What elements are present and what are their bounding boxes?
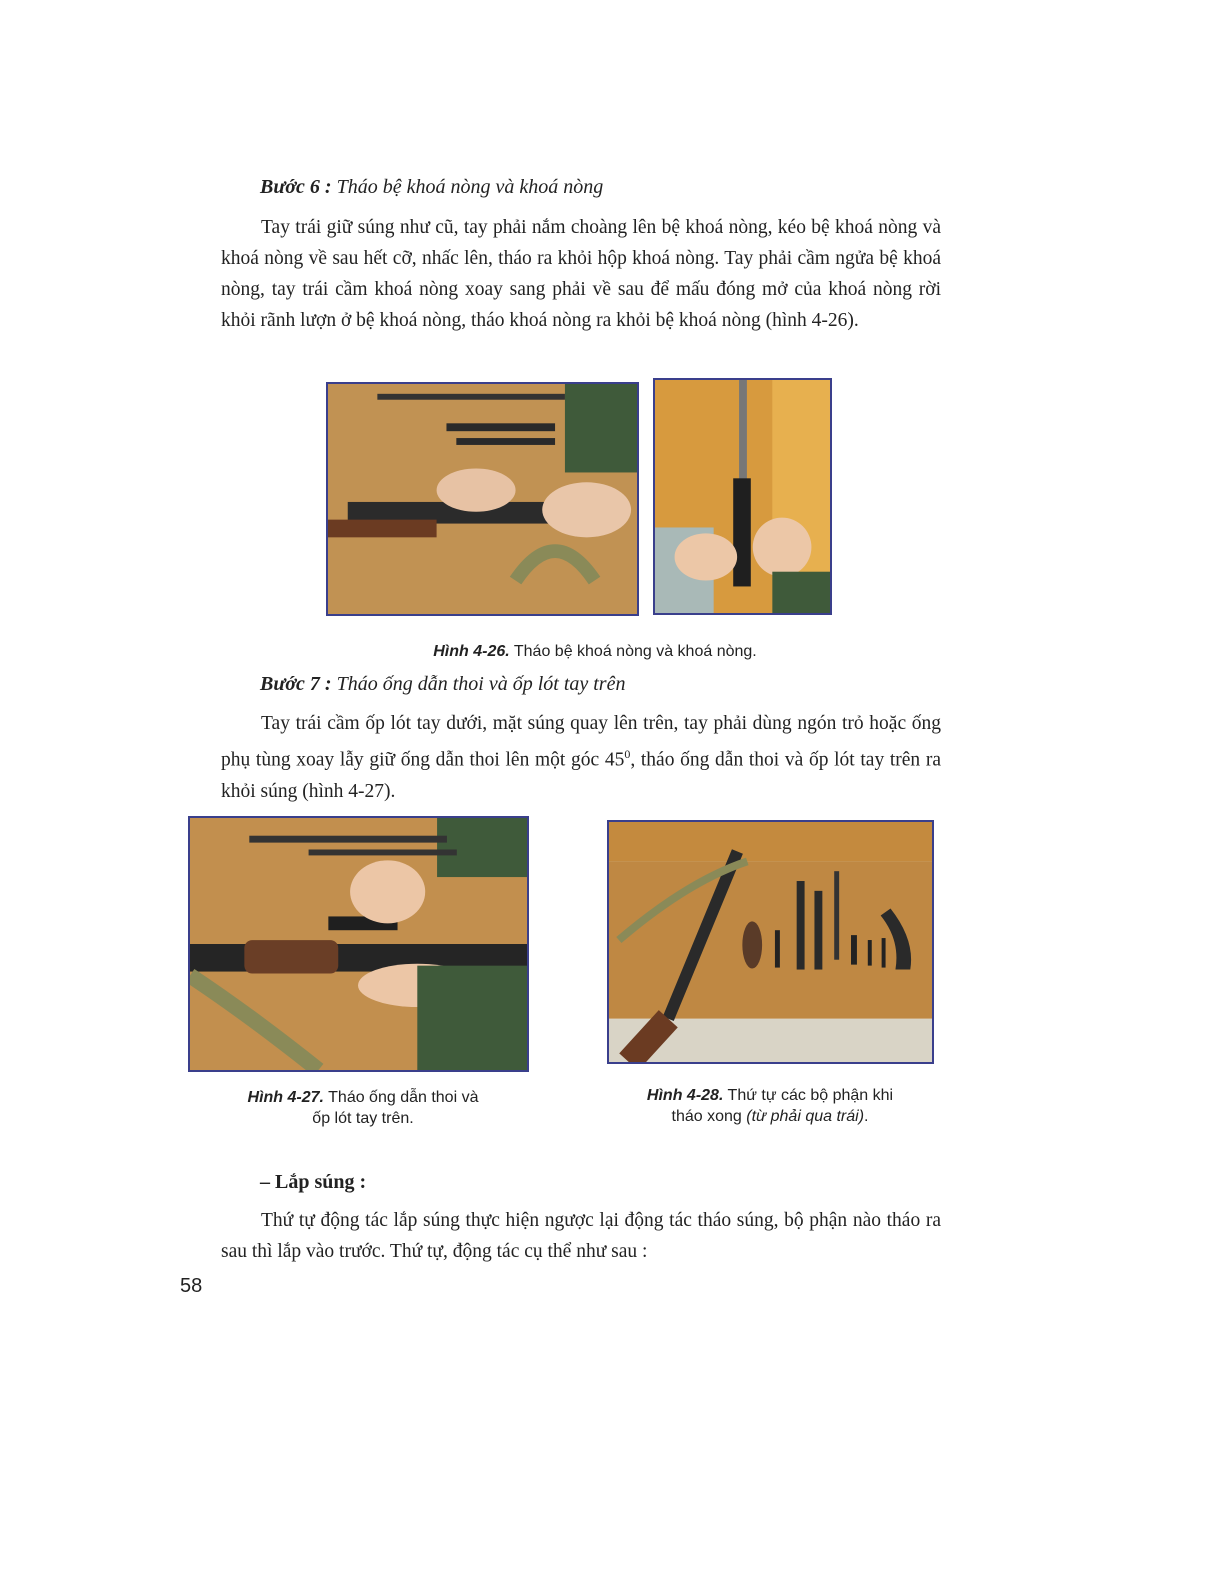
figure-4-26-label: Hình 4-26. xyxy=(433,643,510,660)
step-7-label: Bước 7 : xyxy=(260,673,332,695)
step-7-title: Tháo ống dẫn thoi và ốp lót tay trên xyxy=(336,673,626,695)
page-number: 58 xyxy=(180,1275,203,1297)
figure-4-26-photo-right xyxy=(653,378,832,615)
figure-4-27-photo xyxy=(188,816,529,1072)
figure-4-27-line2: ốp lót tay trên. xyxy=(312,1110,414,1127)
figure-4-28-line2-end: . xyxy=(864,1108,869,1125)
figure-4-27-line1: Tháo ống dẫn thoi và xyxy=(328,1089,479,1106)
step-7-body-after: , tháo ống dẫn thoi và ốp lót tay trên ra khỏi súng (hình 4-27). xyxy=(221,749,942,802)
figure-4-28-caption xyxy=(600,1085,940,1127)
step-7-body-before: Tay trái cầm ốp lót tay dưới, mặt súng quay lên trên, tay phải dùng ngón trỏ hoặc ống phụ tùng xoay lẫy giữ ống dẫn thoi lên một góc 45 xyxy=(221,713,941,771)
step-6-title: Tháo bệ khoá nòng và khoá nòng xyxy=(336,176,604,198)
figure-4-28-line1: Thứ tự các bộ phận khi xyxy=(727,1087,894,1104)
figure-4-28-label: Hình 4-28. xyxy=(646,1087,724,1104)
figure-4-27-caption xyxy=(188,1087,538,1129)
step-6-paragraph xyxy=(221,212,941,336)
step-7-body xyxy=(221,708,941,807)
step-7-paragraph xyxy=(221,708,941,807)
figure-4-26-text: Tháo bệ khoá nòng và khoá nòng. xyxy=(513,643,757,660)
assembly-paragraph xyxy=(221,1205,941,1267)
figure-4-26-caption xyxy=(330,641,860,662)
degree-superscript: 0 xyxy=(624,747,631,761)
figure-4-28-line2-italic: (từ phải qua trái) xyxy=(746,1108,865,1125)
figure-4-28-photo xyxy=(607,820,934,1064)
assembly-heading: – Lắp súng : xyxy=(260,1171,367,1193)
assembly-body: Thứ tự động tác lắp súng thực hiện ngược lại động tác tháo súng, bộ phận nào tháo ra sau thì lắp vào trước. Thứ tự, động tác cụ thể như sau : xyxy=(221,1210,941,1262)
step-6-label: Bước 6 : xyxy=(260,176,332,198)
figure-4-26-photo-left xyxy=(326,382,639,616)
step-6-heading xyxy=(260,176,603,199)
figure-4-27-label: Hình 4-27. xyxy=(247,1089,324,1106)
step-7-heading xyxy=(260,673,625,696)
figure-4-28-line2-plain: tháo xong xyxy=(671,1108,742,1125)
step-6-body: Tay trái giữ súng như cũ, tay phải nắm choàng lên bệ khoá nòng, kéo bệ khoá nòng và khoá nòng về sau hết cỡ, nhấc lên, tháo ra khỏi hộp khoá nòng. Tay phải cầm ngửa bệ khoá nòng, tay trái cầm khoá nòng xoay sang phải về sau để mấu đóng mở của khoá nòng rời khỏi rãnh lượn ở bệ khoá nòng, tháo khoá nòng ra khỏi bệ khoá nòng (hình 4-26). xyxy=(221,217,941,331)
